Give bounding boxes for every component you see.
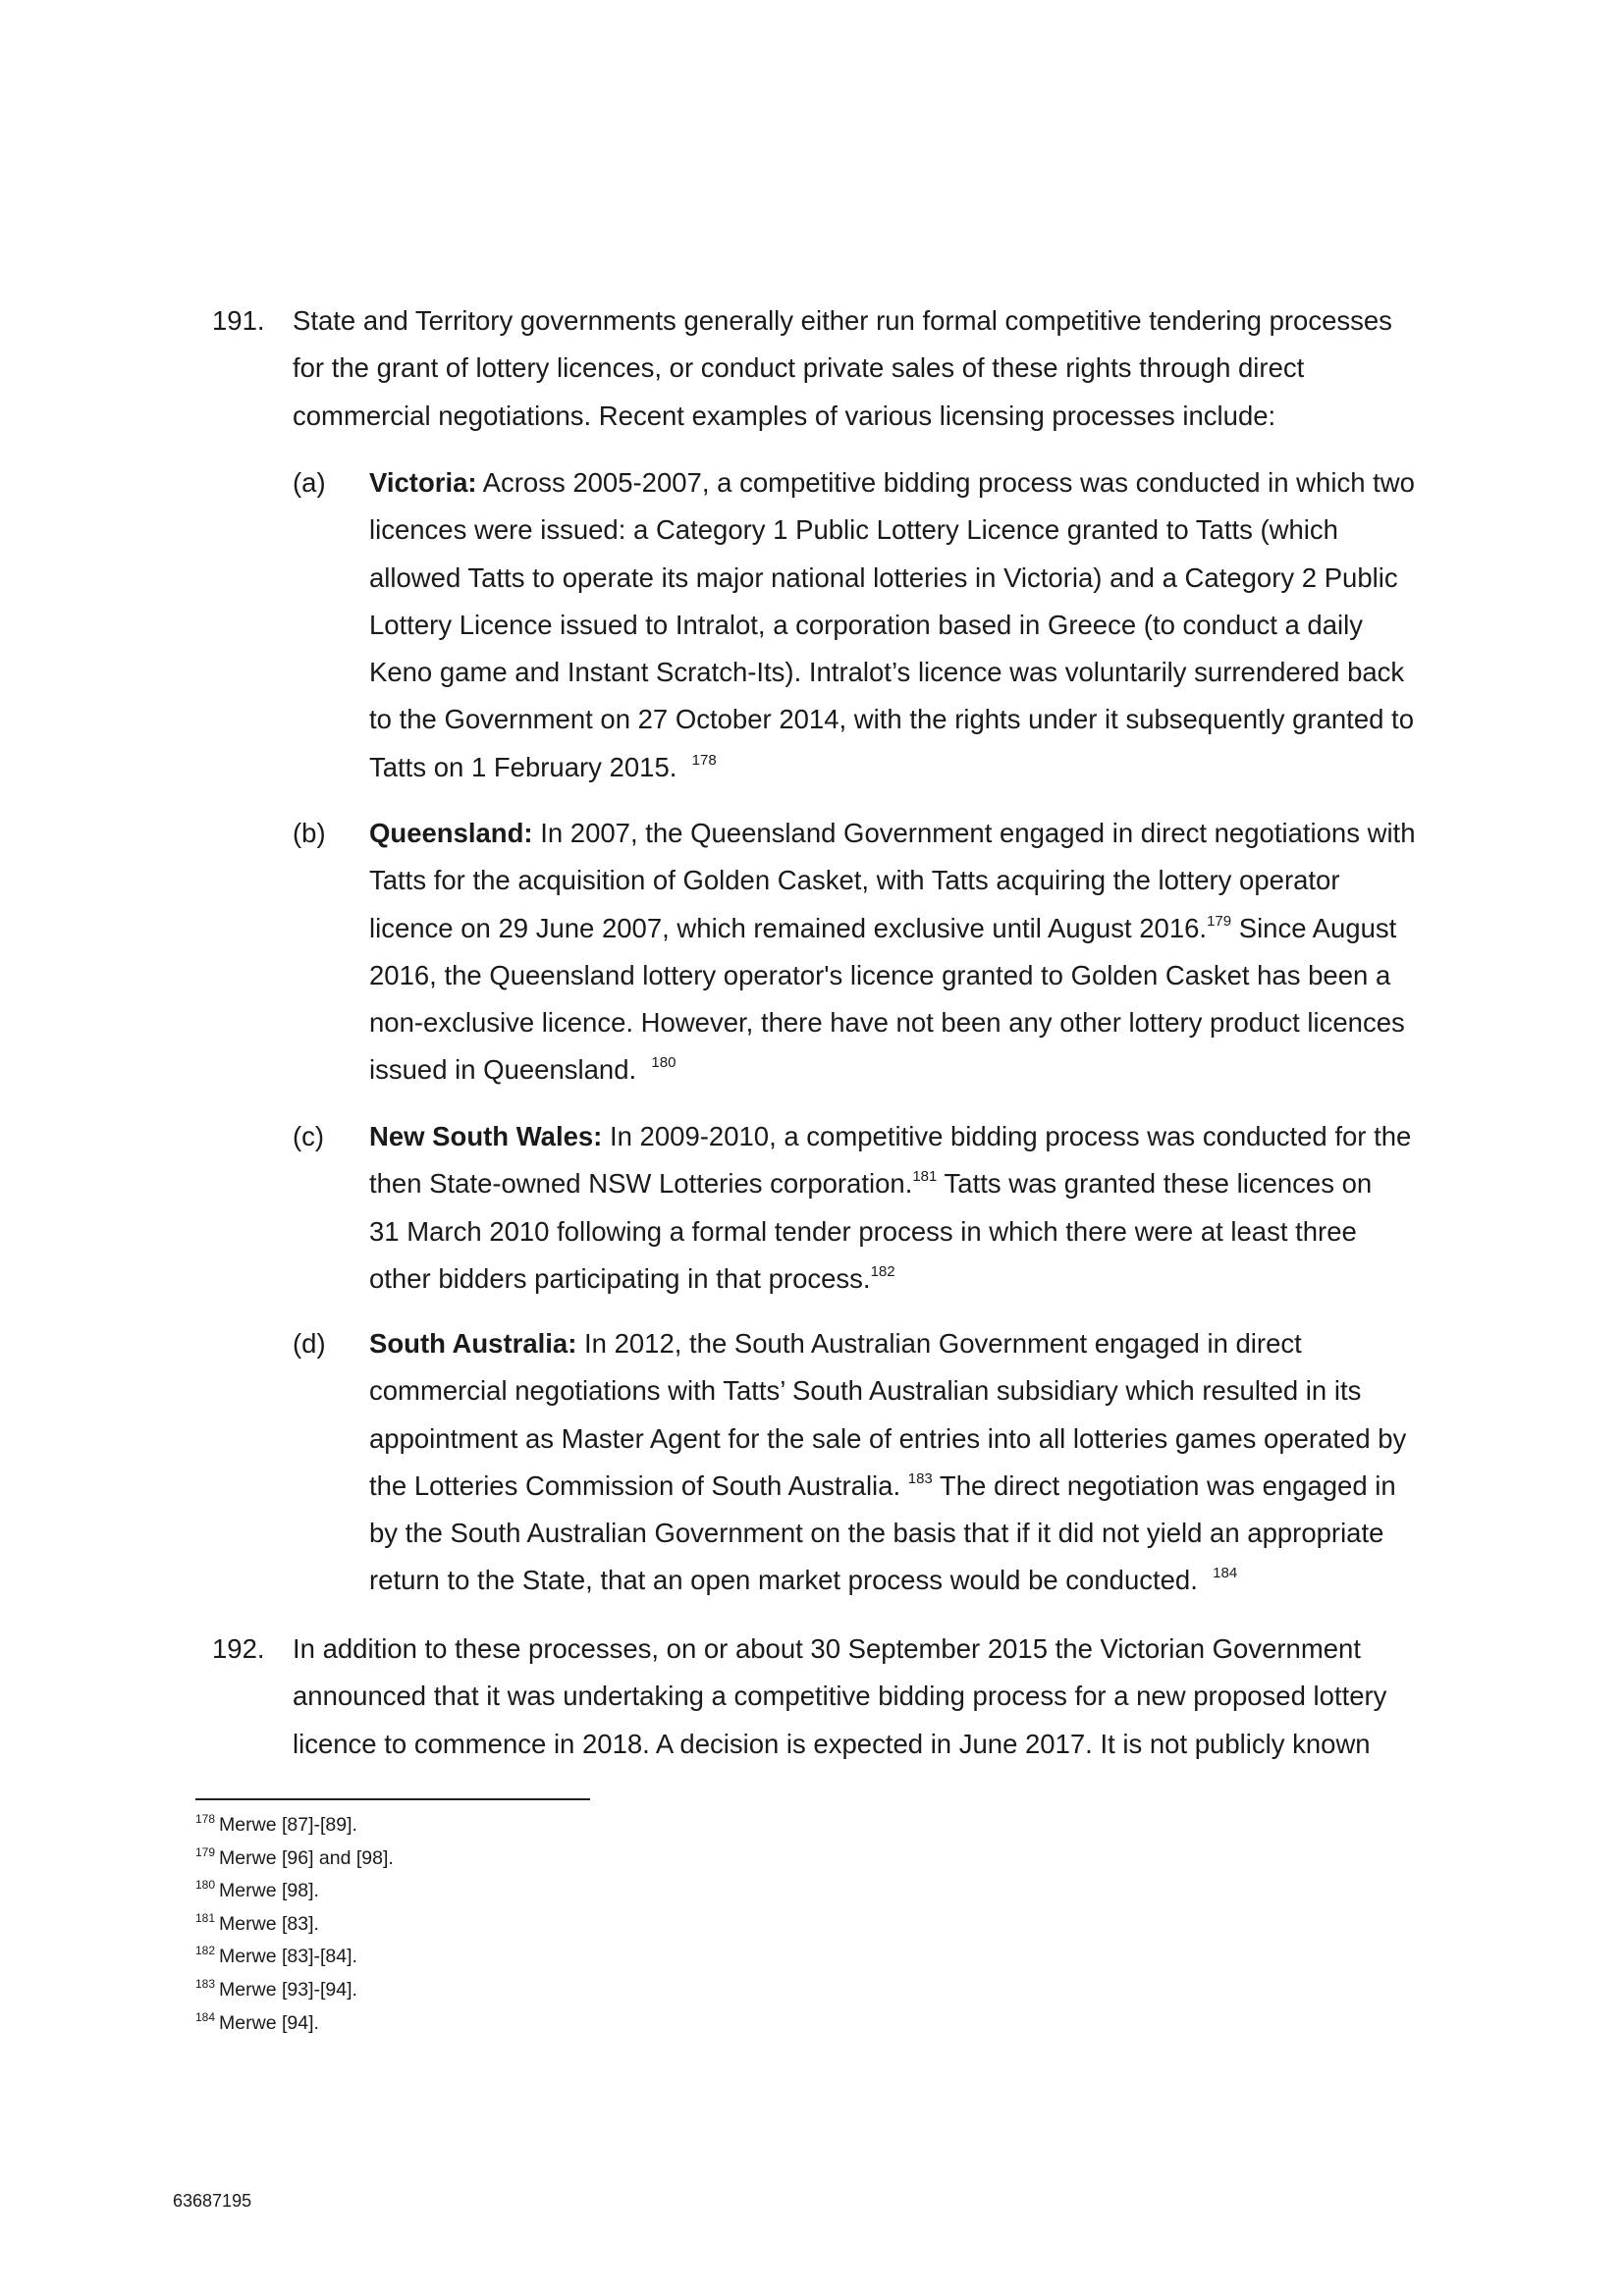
footnote-ref[interactable]: 181 [912,1168,938,1186]
text-line: non-exclusive licence. However, there have not been any other lottery product licences [369,1007,1405,1039]
footnote-separator [195,1798,590,1800]
paragraph-text [293,1626,1449,1768]
text-line: for the grant of lottery licences, or conduct private sales of these rights through direct [293,352,1305,384]
text-line: licences were issued: a Category 1 Public Lottery Licence granted to Tatts (which [369,514,1338,546]
footnote: $^{179}$ Merwe [96] and [98]. [195,1844,394,1869]
subparagraph-heading: South Australia: [369,1328,577,1359]
subparagraph-text: Victoria: Across 2005-2007, a competitive bidding process was conducted in which two licences were issued: a Category 1 Public Lottery Licence granted to Tatts (which allowed Tatts to operate its major national lotteries in Victoria) and a Category 2 Public Lottery Licence issued to Intralot, a corporation based in Greece (to conduct a daily Keno game and Instant Scratch-Its). Intralot’s licence was voluntarily surrendered back to the Government on 27 October 2014, with the rights under it subsequently granted to Tatts on 1 February 2015. $^{178}$ [369,459,1451,791]
subparagraph-heading: Queensland: [369,818,533,848]
footnote-ref[interactable]: 183 [907,1469,933,1487]
footnote: $^{184}$ Merwe [94]. [195,2009,319,2034]
footnote: $^{183}$ Merwe [93]-[94]. [195,1976,357,2001]
footnote-ref[interactable]: 182 [870,1262,895,1280]
text-line: 31 March 2010 following a formal tender process in which there were at least three [369,1215,1357,1247]
text-line: announced that it was undertaking a competitive bidding process for a new proposed lottery [293,1681,1387,1712]
text-line: commercial negotiations with Tatts’ South Australian subsidiary which resulted in its [369,1375,1362,1407]
text-line: allowed Tatts to operate its major national lotteries in Victoria) and a Category 2 Public [369,561,1398,593]
subparagraph-heading: Victoria: [369,467,477,498]
text-line: Keno game and Instant Scratch-Its). Intralot’s licence was voluntarily surrendered back [369,657,1405,688]
text-line: State and Territory governments generally either run formal competitive tendering processes [293,305,1392,336]
footnote: $^{178}$ Merwe [87]-[89]. [195,1812,357,1836]
subparagraph-text: Queensland: In 2007, the Queensland Government engaged in direct negotiations with Tatts for the acquisition of Golden Casket, with Tatts acquiring the lottery operator licence on 29 June 2007, which remained exclusive until August 2016.$^{179}$ Since August 2016, the Queensland lottery operator's licence granted to Golden Casket has been a non-exclusive licence. However, there have not been any other lottery product licences issued in Queensland. $^{180}$ [369,810,1451,1095]
footnote: $^{180}$ Merwe [98]. [195,1878,319,1902]
document-id: 63687195 [173,2191,252,2211]
text-line: In addition to these processes, on or about 30 September 2015 the Victorian Government [293,1633,1361,1664]
paragraph-number: 191. [212,305,265,336]
footnote: $^{182}$ Merwe [83]-[84]. [195,1944,357,1968]
subparagraph-label: (c) [293,1121,325,1151]
text-line: appointment as Master Agent for the sale of entries into all lotteries games operated by [369,1422,1407,1454]
paragraph-number: 192. [212,1633,265,1664]
footnote-ref[interactable]: 184 [1213,1565,1238,1582]
footnotes [195,1809,883,2040]
text-line: Lottery Licence issued to Intralot, a corporation based in Greece (to conduct a daily [369,609,1363,640]
subparagraph-label: (d) [293,1328,326,1359]
paragraph-text [293,297,1449,440]
text-line: to the Government on 27 October 2014, with the rights under it subsequently granted to [369,704,1414,735]
footnote-ref[interactable]: 178 [691,751,717,769]
subparagraph-heading: New South Wales: [369,1121,603,1151]
subparagraph-label: (a) [293,467,326,498]
footnote: $^{181}$ Merwe [83]. [195,1910,319,1935]
text-line: licence to commence in 2018. A decision is expected in June 2017. It is not publicly known [293,1728,1371,1759]
text-line: 2016, the Queensland lottery operator's licence granted to Golden Casket has been a [369,959,1391,990]
subparagraph-label: (b) [293,818,326,848]
footnote-ref[interactable]: 180 [651,1054,677,1072]
text-line: commercial negotiations. Recent examples of various licensing processes include: [293,400,1276,431]
subparagraph-text: New South Wales: In 2009-2010, a competitive bidding process was conducted for the then State-owned NSW Lotteries corporation.$^{181}$ Tatts was granted these licences on 31 March 2010 following a formal tender process in which there were at least three other bidders participating in that process.$^{182}$ [369,1113,1451,1303]
subparagraph-text: South Australia: In 2012, the South Australian Government engaged in direct commercial negotiations with Tatts’ South Australian subsidiary which resulted in its appointment as Master Agent for the sale of entries into all lotteries games operated by the Lotteries Commission of South Australia. $^{183}$ The direct negotiation was engaged in by the South Australian Government on the basis that if it did not yield an appropriate return to the State, that an open market process would be conducted. $^{184}$ [369,1320,1451,1605]
text-line: by the South Australian Government on the basis that if it did not yield an appropriate [369,1518,1384,1549]
footnote-ref[interactable]: 179 [1207,912,1232,930]
text-line: Tatts for the acquisition of Golden Casket, with Tatts acquiring the lottery operator [369,865,1340,896]
